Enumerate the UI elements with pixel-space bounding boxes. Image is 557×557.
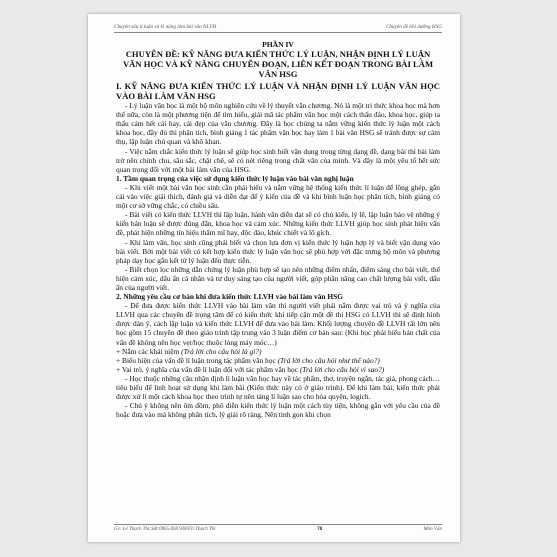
bullet-item — [116, 356, 440, 365]
subsection-heading: 1. Tầm quan trọng của việc sử dụng kiến thức lý luận vào bài văn nghị luận — [116, 173, 354, 183]
running-footer — [114, 524, 442, 532]
paragraph: - Khi viết một bài văn học sinh cần phải hiểu và nắm vững hệ thống kiến thức lí luận để lồng ghép, gắn cái vào việc giải thích, đánh giá và diễn đạt để ý kiến của đề và khi bình luận học phân tích, bình giảng có một cơ sở vững chắc, có chiều sâu. — [116, 182, 440, 211]
bullet-note: (Trả lời cho câu hỏi như thế nào?) — [277, 355, 380, 365]
bullet-note: (Trả lời cho câu hỏi vì sao?) — [299, 364, 385, 374]
footer-subject: Môn Văn — [423, 527, 442, 532]
bullet-note: (Trả lời cho câu hỏi là gì?) — [181, 346, 262, 356]
header-left-text: Chuyên sâu lí luận và kĩ năng làm bài văn NLVH — [114, 24, 217, 30]
section-heading: I. KỸ NĂNG ĐƯA KIẾN THỨC LÝ LUẬN VÀ NHẬN ĐỊNH LÝ LUẬN VĂN HỌC VÀO BÀI LÀM VĂN HSG — [116, 81, 440, 102]
bullet-text: + Vai trò, ý nghĩa của vấn đề lí luận đối với tác phẩm văn học — [116, 364, 300, 374]
header-right-text: Chuyên đề bồi dưỡng HSG — [385, 24, 442, 30]
paragraph: - Việc nắm chắc kiến thức lý luận sẽ giúp học sinh biết vận dụng trong từng dạng đề, dạng bài thì bài làm trở nên chỉnh chu, sâu sắc, chặt chẽ, sẽ có nét riêng trong chất văn của mình. Và đây là một yêu tố hết sức quan trọng đối với một bài làm văn của HSG. — [116, 146, 440, 174]
document-page — [88, 14, 460, 542]
bullet-item — [116, 365, 440, 374]
part-title: PHẦN IV — [262, 40, 294, 49]
footer-author: Gv: Lê Thạch Thi;Sđt:0965.838.938/Fb:Thạch Thi — [114, 527, 216, 532]
running-header — [114, 24, 442, 33]
paragraph: - Bài viết có kiến thức LLVH thì lập luận, hành văn diễn đạt sẽ có chủ kiến, lý lẽ, lập luận bảo vệ những ý kiến bản luận sẽ được đúng đắn, khoa học và cảm xúc. Những kiến thức LLVH giúp học sinh phát hiện vấn đề, phát hiện những tín hiệu thẩm mĩ hay, độc đáo, khúc chiết và lô gích. — [116, 210, 440, 238]
paragraph: - Biết chọn lọc những dẫn chứng lý luận phù hợp sẽ tạo nên những điểm nhấn, điểm sáng cho bài viết, thể hiện cảm xúc, dấu ấn cá nhân và tư duy sáng tạo của người viết, góp phần nâng cao chất lượng bài viết, dấu ấn của người viết. — [116, 264, 440, 292]
page-content — [116, 40, 440, 419]
topic-title: CHUYÊN ĐỀ: KỸ NĂNG ĐƯA KIẾN THỨC LÝ LUẬN, NHẬN ĐỊNH LÝ LUẬN VĂN HỌC VÀ KỸ NĂNG CHUYỂN ĐOẠN, LIÊN KẾT ĐOẠN TRONG BÀI LÀM VĂN HSG — [122, 49, 434, 80]
bullet-item — [116, 347, 440, 356]
paragraph: - Để đưa được kiến thức LLVH vào bài làm văn thì người viết phải nắm được vai trò và ý nghĩa của LLVH qua các chuyên đề trọng tâm để có kiến thức khi tiếp cận một đề thi HSG có LLVH thì sẽ định hình được dàn ý, cách lập luận và kiến thức LLVH để đưa vào bài làm. Khối lượng chuyên đề LLVH rất lớn nên học gồm 15 chuyên đề theo giáo trình tập trung vào 3 luận điểm cơ bản sau: (Khi học phải hiểu bản chất của vấn đề không nên học vẹt/học thuộc lòng máy móc…) — [116, 301, 440, 347]
bullet-text: + Nắm các khái niệm — [116, 346, 182, 356]
bullet-text: + Biểu hiện của vấn đề lí luận trong tác phẩm văn học — [116, 355, 278, 365]
page-number: 78 — [317, 527, 323, 532]
paragraph: - Khi làm văn, học sinh cũng phải biết và chọn lựa đơn vị kiến thức lý luận hợp lý và biết vận dụng vào bài viết. Bởi một bài viết có kết hợp kiến thức lý luận văn học sẽ phù hợp với đặc trưng bộ môn và phương pháp dạy học gắn kết từ lý luận đến thực tiễn. — [116, 237, 440, 265]
paragraph: - Lý luận văn học là một bộ môn nghiên cứu về lý thuyết văn chương. Nó là một tri thức khoa học mà hơn thế nữa, còn là một phương tiện để tìm hiểu, giải mã tác phẩm văn học một cách thấu đáo, khoa học, giúp ta thấu cảm hết cái hay, cái đẹp của văn chương. Đây là học chúng ta nắm vững kiến thức lý luận một cách khoa học, đầy đủ thì phân tích, bình giảng 1 tác phẩm văn học hay làm 1 bài văn HSG sẽ tránh được sự cảm thụ, lập luận chủ quan và khô khan. — [116, 101, 440, 147]
subsection-heading: 2. Những yêu cầu cơ bản khi đưa kiến thức LLVH vào bài làm văn HSG — [116, 292, 343, 302]
paragraph: - Chú ý không nên ôm đồm, phô diễn kiến thức lý luận một cách tùy tiện, không gắn với yêu cầu của đề hoặc đưa vào mà không phân tích, lý giải rõ ràng. Nên tinh gọn khi chọn — [116, 401, 440, 420]
paragraph: - Học thuộc những câu nhận định lí luận văn học hay về tác phẩm, thơ, truyện ngắn, tác giả, phong cách…tiêu biểu để linh hoạt sử dụng khi làm bài (Kiến thức này có ở giáo trình). Để khi làm bài, kiến thức phải được xử lí một cách khoa học theo trình tự nên tảng lí luận sao cho hòa quyện, logich. — [116, 373, 440, 402]
